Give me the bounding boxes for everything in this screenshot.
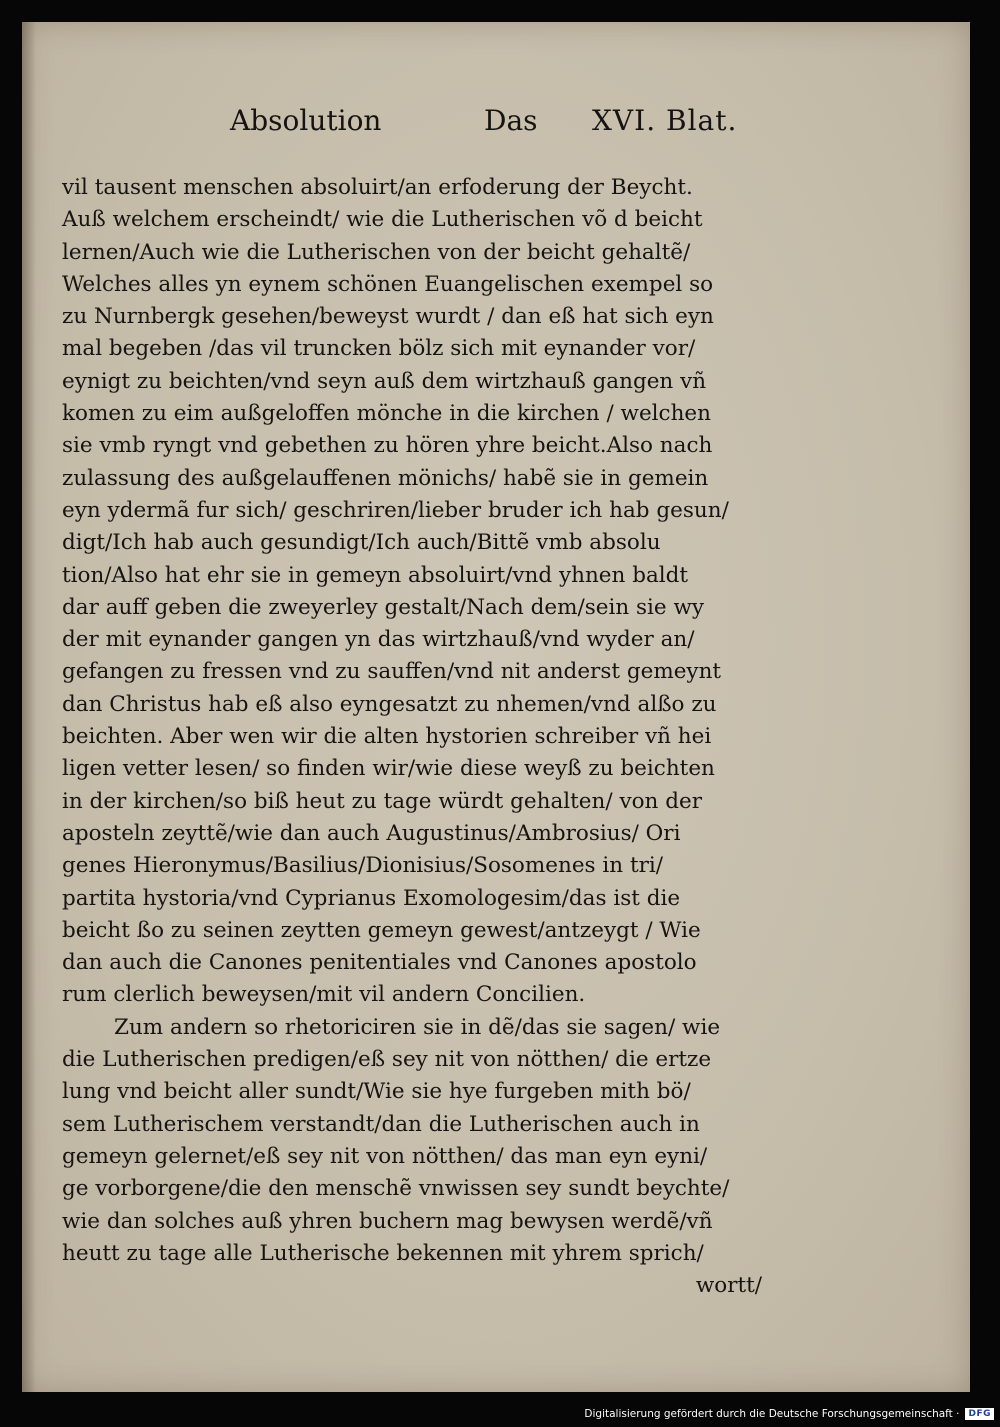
- text-line: Welches alles yn eynem schönen Euangelischen exempel so: [62, 271, 714, 297]
- text-line: beichten. Aber wen wir die alten hystorien schreiber vñ hei: [62, 724, 712, 750]
- text-line: sie vmb ryngt vnd gebethen zu hören yhre beicht.Also nach: [62, 433, 713, 459]
- text-line: digt/Ich hab auch gesundigt/Ich auch/Bittẽ vmb absolu: [62, 530, 661, 556]
- text-line: tion/Also hat ehr sie in gemeyn absoluirt/vnd yhnen baldt: [62, 562, 689, 588]
- text-line: dar auff geben die zweyerley gestalt/Nach dem/sein sie wy: [62, 594, 705, 620]
- text-line: lernen/Auch wie die Lutherischen von der beicht gehaltẽ/: [62, 239, 691, 265]
- text-line: eynigt zu beichten/vnd seyn auß dem wirtzhauß gangen vñ: [62, 368, 707, 394]
- text-line: wie dan solches auß yhren buchern mag bewysen werdẽ/vñ: [62, 1208, 713, 1234]
- text-line: ligen vetter lesen/ so finden wir/wie diese weyß zu beichten: [62, 756, 715, 782]
- header-word: Das: [484, 104, 538, 137]
- dfg-logo-icon: DFG: [965, 1408, 994, 1420]
- book-page: [22, 22, 970, 1392]
- text-line: ge vorborgene/die den menschẽ vnwissen sey sundt beychte/: [62, 1176, 730, 1202]
- digitization-credit: [584, 1407, 994, 1421]
- text-line: sem Lutherischem verstandt/dan die Lutherischen auch in: [62, 1111, 700, 1137]
- text-line: heutt zu tage alle Lutherische bekennen mit yhrem sprich/: [62, 1240, 704, 1266]
- running-header: [22, 104, 970, 152]
- text-line: beicht ßo zu seinen zeytten gemeyn gewest/antzeygt / Wie: [62, 917, 701, 943]
- credit-text: Digitalisierung gefördert durch die Deutsche Forschungsgemeinschaft ·: [584, 1408, 960, 1420]
- text-line: komen zu eim außgeloffen mönche in die kirchen / welchen: [62, 401, 711, 427]
- text-line: Auß welchem erscheindt/ wie die Lutherischen võ d beicht: [62, 207, 703, 233]
- text-line: eyn ydermã fur sich/ geschriren/lieber bruder ich hab gesun/: [62, 497, 729, 523]
- body-text: [62, 172, 762, 1302]
- text-line: partita hystoria/vnd Cyprianus Exomologesim/das ist die: [62, 885, 681, 911]
- text-line: lung vnd beicht aller sundt/Wie sie hye furgeben mith bö/: [62, 1079, 691, 1105]
- text-line: aposteln zeyttẽ/wie dan auch Augustinus/Ambrosius/ Ori: [62, 820, 681, 846]
- text-line: wortt/: [695, 1273, 762, 1299]
- text-line: zulassung des außgelauffenen mönichs/ habẽ sie in gemein: [62, 465, 709, 491]
- text-line: der mit eynander gangen yn das wirtzhauß/vnd wyder an/: [62, 627, 695, 653]
- text-line: dan auch die Canones penitentiales vnd Canones apostolo: [62, 950, 697, 976]
- text-line: rum clerlich beweysen/mit vil andern Concilien.: [62, 982, 586, 1008]
- text-line: die Lutherischen predigen/eß sey nit von nötthen/ die ertze: [62, 1047, 712, 1073]
- text-line: dan Christus hab eß also eyngesatzt zu nhemen/vnd alßo zu: [62, 691, 717, 717]
- text-line: in der kirchen/so biß heut zu tage würdt gehalten/ von der: [62, 788, 702, 814]
- folio-number: XVI. Blat.: [592, 104, 738, 137]
- header-section-title: Absolution: [230, 104, 382, 137]
- text-line: mal begeben /das vil truncken bölz sich mit eynander vor/: [62, 336, 696, 362]
- text-line: Zum andern so rhetoriciren sie in dẽ/das sie sagen/ wie: [114, 1014, 721, 1040]
- text-line: zu Nurnbergk gesehen/beweyst wurdt / dan eß hat sich eyn: [62, 304, 714, 330]
- text-line: genes Hieronymus/Basilius/Dionisius/Sosomenes in tri/: [62, 853, 664, 879]
- text-line: vil tausent menschen absoluirt/an erfoderung der Beycht.: [62, 175, 693, 200]
- page-gutter-shadow: [22, 22, 36, 1392]
- text-line: gefangen zu fressen vnd zu sauffen/vnd nit anderst gemeynt: [62, 659, 722, 685]
- text-line: gemeyn gelernet/eß sey nit von nötthen/ das man eyn eyni/: [62, 1143, 708, 1169]
